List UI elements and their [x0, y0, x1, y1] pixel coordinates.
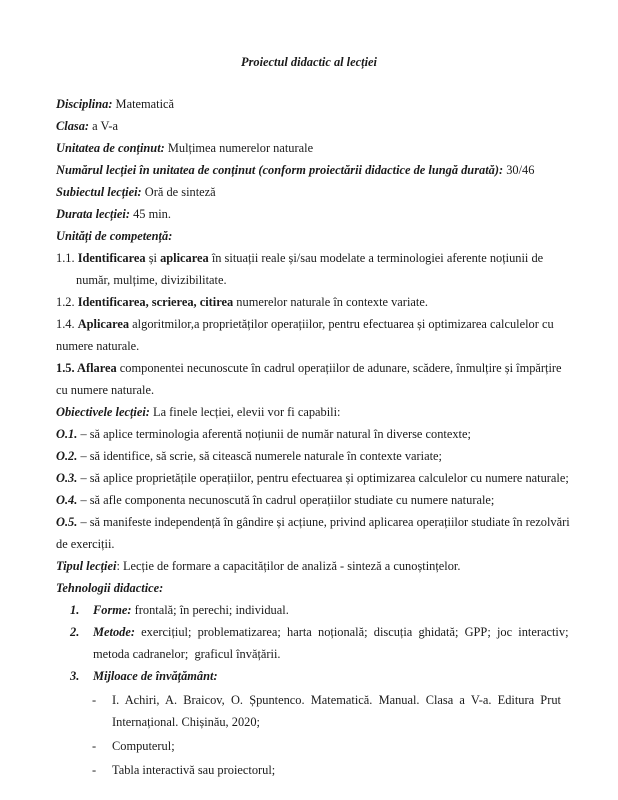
obiectiv-3	[56, 470, 569, 486]
obiectiv-code: O.4.	[56, 493, 78, 507]
competenta-1-5-cont: cu numere naturale.	[56, 383, 155, 397]
item-label: Forme:	[93, 603, 132, 617]
item-text: frontală; în perechi; individual.	[131, 603, 289, 617]
field-value: a V-a	[89, 119, 118, 133]
competenta-1-4-cont: numere naturale.	[56, 339, 140, 353]
item-number: 1.2.	[56, 295, 78, 309]
field-value: 45 min.	[130, 207, 171, 221]
item-text: exercițiul; problematizarea; harta noțională; discuția ghidată; GPP; joc interactiv;	[134, 625, 569, 639]
item-number: 1.5.	[56, 361, 77, 375]
mijloc-text: I. Achiri, A. Braicov, O. Șpuntenco. Matematică. Manual. Clasa a V-a. Editura Prut	[112, 693, 561, 707]
item-text: în situații reale și/sau modelate a terminologiei aferente noțiunii de	[208, 251, 544, 265]
field-value: 30/46	[503, 163, 535, 177]
field-label: Disciplina:	[56, 97, 113, 111]
bold-term: Identificarea	[77, 251, 146, 265]
competenta-1-1-cont: număr, mulțime, divizibilitate.	[76, 273, 227, 287]
obiectiv-text: – să manifeste independență în gândire și acțiune, privind aplicarea operațiilor studiate în rezolvări	[77, 515, 570, 529]
dash-bullet: -	[92, 693, 97, 707]
field-label: Numărul lecției în unitatea de conținut (conform proiectării didactice de lungă durată):	[56, 163, 504, 177]
obiectiv-text: – să aplice terminologia aferentă noțiunii de număr natural în diverse contexte;	[77, 427, 471, 441]
field-disciplina	[56, 96, 174, 112]
field-label: Subiectul lecției:	[56, 185, 142, 199]
field-label: Unitatea de conținut:	[56, 141, 165, 155]
obiectiv-2	[56, 448, 442, 464]
item-number: 1.1.	[56, 251, 78, 265]
item-number: 3.	[70, 669, 80, 683]
item-label: Mijloace de învățământ:	[93, 669, 218, 683]
tipul-lectiei	[56, 558, 460, 574]
item-content	[93, 624, 569, 640]
competenta-1-2	[56, 294, 428, 310]
dash-bullet: -	[92, 739, 97, 753]
obiectiv-4	[56, 492, 494, 508]
field-numarul	[56, 162, 534, 178]
obiectiv-code: O.1.	[56, 427, 78, 441]
dash-bullet: -	[92, 763, 97, 777]
obiectiv-text: – să aplice proprietățile operațiilor, pentru efectuarea și optimizarea calculelor cu numere naturale;	[77, 471, 569, 485]
field-label: Clasa:	[56, 119, 90, 133]
item-text: algoritmilor,a proprietăților operațiilor, pentru efectuarea și optimizarea calculelor cu	[129, 317, 554, 331]
obiectiv-text: – să afle componenta necunoscută în cadrul operațiilor studiate cu numere naturale;	[77, 493, 495, 507]
item-number: 1.	[70, 603, 80, 617]
obiectiv-text: – să identifice, să scrie, să citească numerele naturale în contexte variate;	[77, 449, 443, 463]
item-text: numerelor naturale în contexte variate.	[233, 295, 428, 309]
bold-term: aplicarea	[160, 251, 209, 265]
field-label: Durata lecției:	[56, 207, 130, 221]
bold-term: Aplicarea	[77, 317, 130, 331]
item-content	[93, 602, 289, 618]
field-clasa	[56, 118, 118, 134]
field-value: Mulțimea numerelor naturale	[164, 141, 314, 155]
competenta-1-1	[56, 250, 543, 266]
mijloc-text: Tabla interactivă sau proiectorul;	[112, 763, 276, 777]
item-text-cont: metoda cadranelor; graficul învățării.	[93, 647, 281, 661]
field-subiectul	[56, 184, 216, 200]
mijloc-text-cont: Internațional. Chișinău, 2020;	[112, 715, 260, 729]
obiectiv-code: O.5.	[56, 515, 78, 529]
item-number: 2.	[70, 625, 80, 639]
bold-term: Identificarea, scrierea, citirea	[77, 295, 234, 309]
document-title: Proiectul didactic al lecției	[241, 55, 377, 69]
obiective-label: Obiectivele lecției:	[56, 405, 150, 419]
obiectiv-5	[56, 514, 570, 530]
item-number: 1.4.	[56, 317, 78, 331]
obiective-intro: La finele lecției, elevii vor fi capabili:	[149, 405, 341, 419]
item-text: și	[145, 251, 161, 265]
tipul-value: : Lecție de formare a capacităților de analiză - sinteză a cunoștințelor.	[116, 559, 461, 573]
field-value: Matematică	[112, 97, 175, 111]
field-durata	[56, 206, 171, 222]
competenta-1-4	[56, 316, 554, 332]
item-text: componentei necunoscute în cadrul operațiilor de adunare, scădere, înmulțire și împărțire	[116, 361, 562, 375]
obiectiv-code: O.2.	[56, 449, 78, 463]
tipul-label: Tipul lecției	[56, 559, 117, 573]
competenta-1-5	[56, 360, 562, 376]
obiective-heading	[56, 404, 341, 420]
competente-heading: Unități de competență:	[56, 229, 173, 243]
tehnologii-heading: Tehnologii didactice:	[56, 581, 164, 595]
item-label: Metode:	[93, 625, 135, 639]
obiectiv-5-cont: de exerciții.	[56, 537, 115, 551]
field-value: Oră de sinteză	[141, 185, 216, 199]
obiectiv-code: O.3.	[56, 471, 78, 485]
obiectiv-1	[56, 426, 471, 442]
field-unitatea	[56, 140, 313, 156]
bold-term: Aflarea	[77, 361, 117, 375]
mijloc-text: Computerul;	[112, 739, 175, 753]
